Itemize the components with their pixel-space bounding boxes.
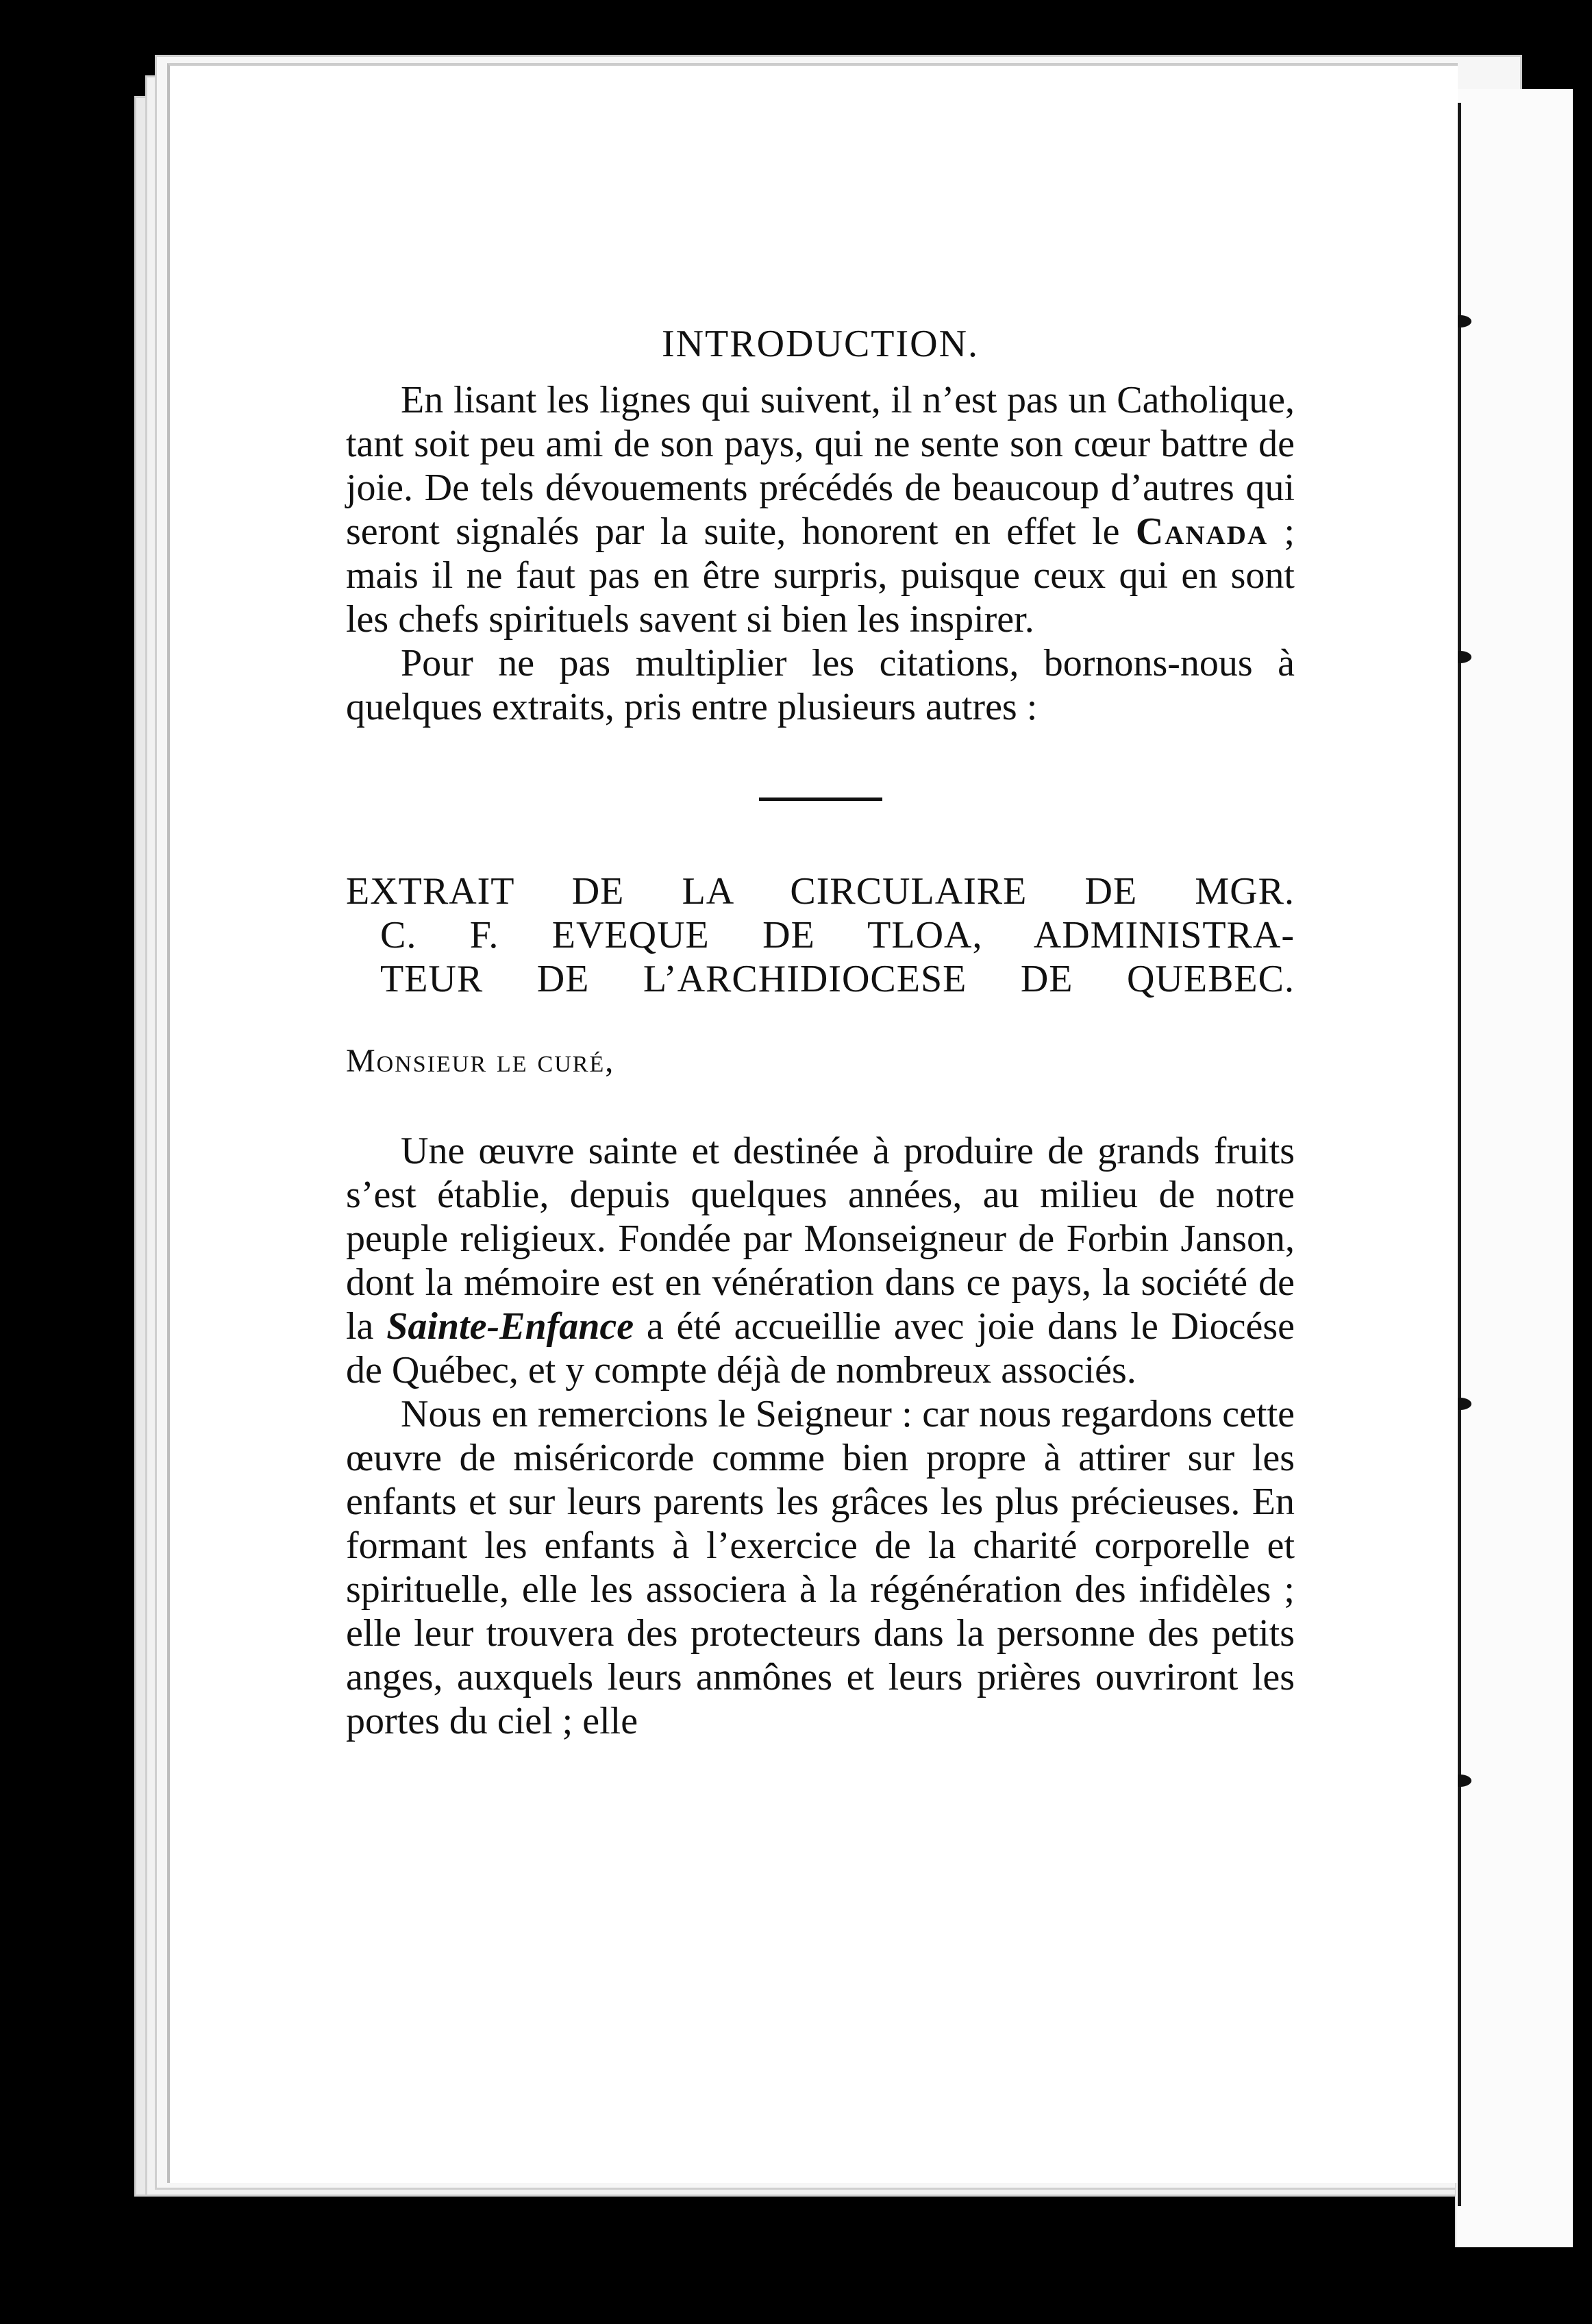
body-text-a: Une œuvre sainte et destinée à produire de grands fruits s’est établie, depuis quelques années, au milieu de notre peuple religieux. Fondée par Monseigneur de Forbin Janson, dont la mémoire est en vénération dans ce pays, la société de la	[346, 1130, 1295, 1348]
intro-paragraph-2: Pour ne pas multiplier les citations, bornons-nous à quelques extraits, pris entre plusieurs autres :	[346, 642, 1295, 728]
facing-page-strip	[1455, 89, 1573, 2247]
intro-text-a: En lisant les lignes qui suivent, il n’est pas un Catholique, tant soit peu ami de son pays, qui ne sente son cœur battre de joie. De tels dévouements précédés de beaucoup d’autres qui seront signalés par la suite, honorent en effet le	[346, 379, 1295, 553]
intro-paragraph	[346, 378, 1295, 641]
body-paragraph-2: Nous en remercions le Seigneur : car nous regardons cette œuvre de miséricorde comme bien propre à attirer sur les enfants et sur leurs parents les grâces les plus précieuses. En formant les enfants à l’exercice de la charité corporelle et spirituelle, elle les associera à la régénération des infidèles ; elle leur trouvera des protecteurs dans la personne des petits anges, auxquels leurs anmônes et leurs prières ouvriront les portes du ciel ; elle	[346, 1393, 1295, 1742]
section-heading: INTRODUCTION.	[661, 323, 980, 365]
intro-text-b: ; mais il ne faut pas en être surpris, puisque ceux qui en sont les chefs spirituels savent si bien les inspirer.	[346, 510, 1295, 641]
extract-title-line: EXTRAIT DE LA CIRCULAIRE DE MGR.	[346, 870, 1295, 913]
binding-spine	[1458, 103, 1461, 2206]
extract-title-line: C. F. EVEQUE DE TLOA, ADMINISTRA-	[380, 914, 1295, 956]
salutation: Monsieur le curé,	[346, 1043, 615, 1079]
extract-title	[346, 869, 1295, 1001]
extract-title-line: TEUR DE L’ARCHIDIOCESE DE QUEBEC.	[380, 958, 1295, 1000]
body-text-b: a été accueillie avec joie dans le Diocése de Québec, et y compte déjà de nombreux associés.	[346, 1305, 1295, 1392]
intro-text-smallcaps: Canada	[1135, 510, 1269, 553]
page-content	[346, 322, 1295, 1743]
body-paragraph	[346, 1129, 1295, 1392]
body-text-italic: Sainte-Enfance	[386, 1305, 634, 1348]
section-divider	[759, 798, 882, 801]
